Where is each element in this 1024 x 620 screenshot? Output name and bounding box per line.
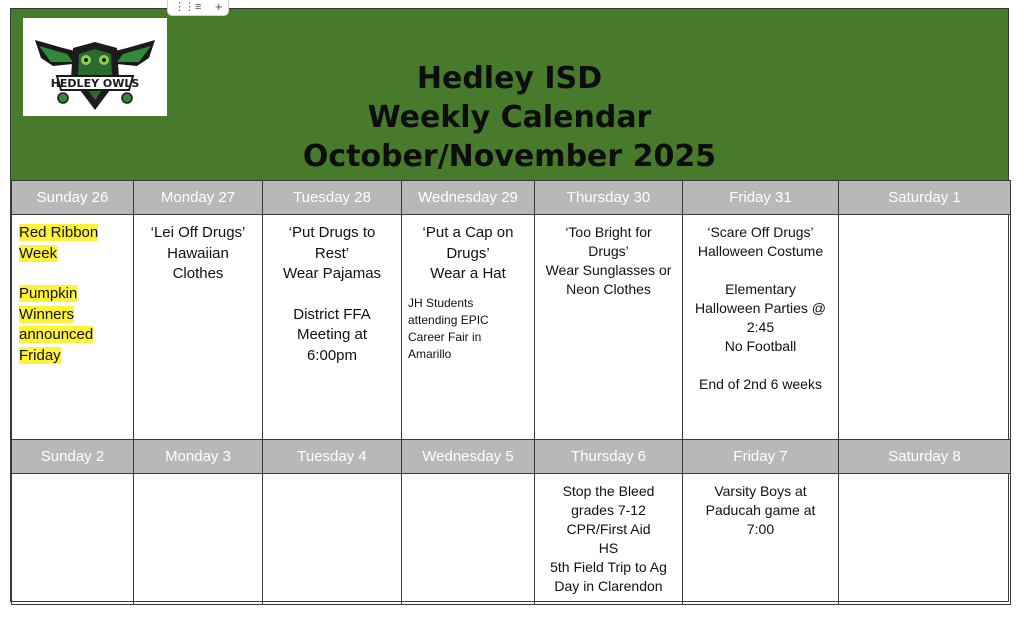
day-header-thursday-30: Thursday 30 [535, 181, 683, 215]
day-header-saturday-8: Saturday 8 [839, 440, 1011, 474]
event-pumpkin-line2: Winners [19, 305, 75, 323]
event-friday-line1: ‘Scare Off Drugs’ [707, 224, 814, 240]
event-wednesday-line1: ‘Put a Cap on [422, 224, 514, 241]
day-cell-wednesday-29 [402, 215, 535, 440]
day-cell-monday-27 [134, 215, 263, 440]
event-wednesday-jh-note [408, 295, 528, 363]
event-wednesday-line2: Drugs’ [446, 244, 490, 262]
event-friday-line5: 2:45 [746, 319, 775, 335]
calendar-table [11, 180, 1011, 605]
day-cell-tuesday-4 [263, 474, 402, 605]
day-cell-saturday-8 [839, 474, 1011, 605]
event-wednesday-small-line4: Amarillo [408, 346, 452, 361]
event-friday-line2: Halloween Costume [697, 243, 824, 259]
event-tuesday-line5: Meeting at [296, 326, 368, 343]
week1-header-row [12, 181, 1011, 215]
event-monday-line3: Clothes [172, 265, 224, 282]
event-friday-line6: No Football [724, 338, 797, 354]
event-pumpkin-line4: Friday [19, 346, 61, 364]
day-cell-wednesday-5 [402, 474, 535, 605]
title-line-dates: October/November 2025 [302, 139, 717, 174]
logo-wordmark: HEDLEY OWLS [50, 77, 140, 90]
calendar-banner [11, 9, 1008, 181]
day-cell-friday-31 [683, 215, 839, 440]
event-thursday6-line6: Day in Clarendon [554, 578, 663, 594]
day-cell-sunday-26 [12, 215, 134, 440]
event-friday7-line1: Varsity Boys at [714, 483, 807, 499]
event-thursday6-line4: HS [598, 540, 619, 556]
event-wednesday-small-line2: attending EPIC [408, 312, 489, 327]
day-header-wednesday-29: Wednesday 29 [402, 181, 535, 215]
event-friday-line7: End of 2nd 6 weeks [699, 376, 822, 392]
event-friday-line3: Elementary [725, 281, 796, 297]
event-tuesday-line6: 6:00pm [306, 346, 358, 364]
day-header-sunday-2: Sunday 2 [12, 440, 134, 474]
sort-lines-icon[interactable]: ≡ [195, 1, 202, 13]
drag-handle-icon[interactable]: ⋮⋮ [174, 1, 194, 13]
event-friday7-line2: Paducah game at [705, 502, 816, 518]
calendar-document [10, 8, 1009, 602]
event-tuesday-line3: Wear Pajamas [282, 265, 382, 282]
day-cell-monday-3 [134, 474, 263, 605]
day-header-monday-3: Monday 3 [134, 440, 263, 474]
day-cell-thursday-6 [535, 474, 683, 605]
day-header-friday-31: Friday 31 [683, 181, 839, 215]
event-thursday-line3: Wear Sunglasses or [545, 262, 672, 278]
week2-header-row [12, 440, 1011, 474]
day-header-friday-7: Friday 7 [683, 440, 839, 474]
event-tuesday-line1: ‘Put Drugs to [288, 224, 376, 241]
day-header-monday-27: Monday 27 [134, 181, 263, 215]
event-pumpkin-line3: announced [19, 326, 94, 343]
event-friday-line4: Halloween Parties @ [695, 300, 826, 316]
day-cell-thursday-30 [535, 215, 683, 440]
event-tuesday-line4: District FFA [293, 305, 371, 323]
event-thursday-line2: Drugs’ [588, 243, 629, 259]
day-cell-saturday-1 [839, 215, 1011, 440]
event-friday7-line3: 7:00 [746, 521, 775, 537]
event-tuesday-line2: Rest’ [314, 244, 350, 262]
event-thursday6-line1: Stop the Bleed [562, 483, 655, 499]
event-monday-line1: ‘Lei Off Drugs’ [150, 224, 246, 241]
day-header-thursday-6: Thursday 6 [535, 440, 683, 474]
day-header-saturday-1: Saturday 1 [839, 181, 1011, 215]
day-header-tuesday-28: Tuesday 28 [263, 181, 402, 215]
week2-events-row [12, 474, 1011, 605]
event-red-ribbon-line2: Week [19, 244, 58, 262]
day-header-sunday-26: Sunday 26 [12, 181, 134, 215]
event-thursday-line1: ‘Too Bright for [565, 224, 652, 240]
event-pumpkin-line1: Pumpkin [19, 285, 78, 302]
day-cell-sunday-2 [12, 474, 134, 605]
event-red-ribbon-line1: Red Ribbon [19, 224, 99, 241]
table-toolbar-chip[interactable] [167, 0, 229, 16]
page-title [11, 59, 1008, 176]
event-thursday6-line5: 5th Field Trip to Ag [550, 559, 667, 575]
day-header-tuesday-4: Tuesday 4 [263, 440, 402, 474]
day-cell-friday-7 [683, 474, 839, 605]
title-line-school: Hedley ISD [416, 61, 603, 96]
event-monday-line2: Hawaiian [167, 244, 229, 262]
plus-icon[interactable]: + [215, 0, 223, 14]
day-cell-tuesday-28 [263, 215, 402, 440]
day-header-wednesday-5: Wednesday 5 [402, 440, 535, 474]
event-thursday-line4: Neon Clothes [566, 281, 651, 297]
event-wednesday-small-line1: JH Students [408, 295, 474, 310]
event-wednesday-small-line3: Career Fair in [408, 329, 482, 344]
event-wednesday-line3: Wear a Hat [430, 265, 506, 282]
event-thursday6-line2: grades 7-12 [571, 502, 646, 518]
event-thursday6-line3: CPR/First Aid [566, 521, 651, 537]
week1-events-row [12, 215, 1011, 440]
title-line-calendar: Weekly Calendar [367, 100, 652, 135]
